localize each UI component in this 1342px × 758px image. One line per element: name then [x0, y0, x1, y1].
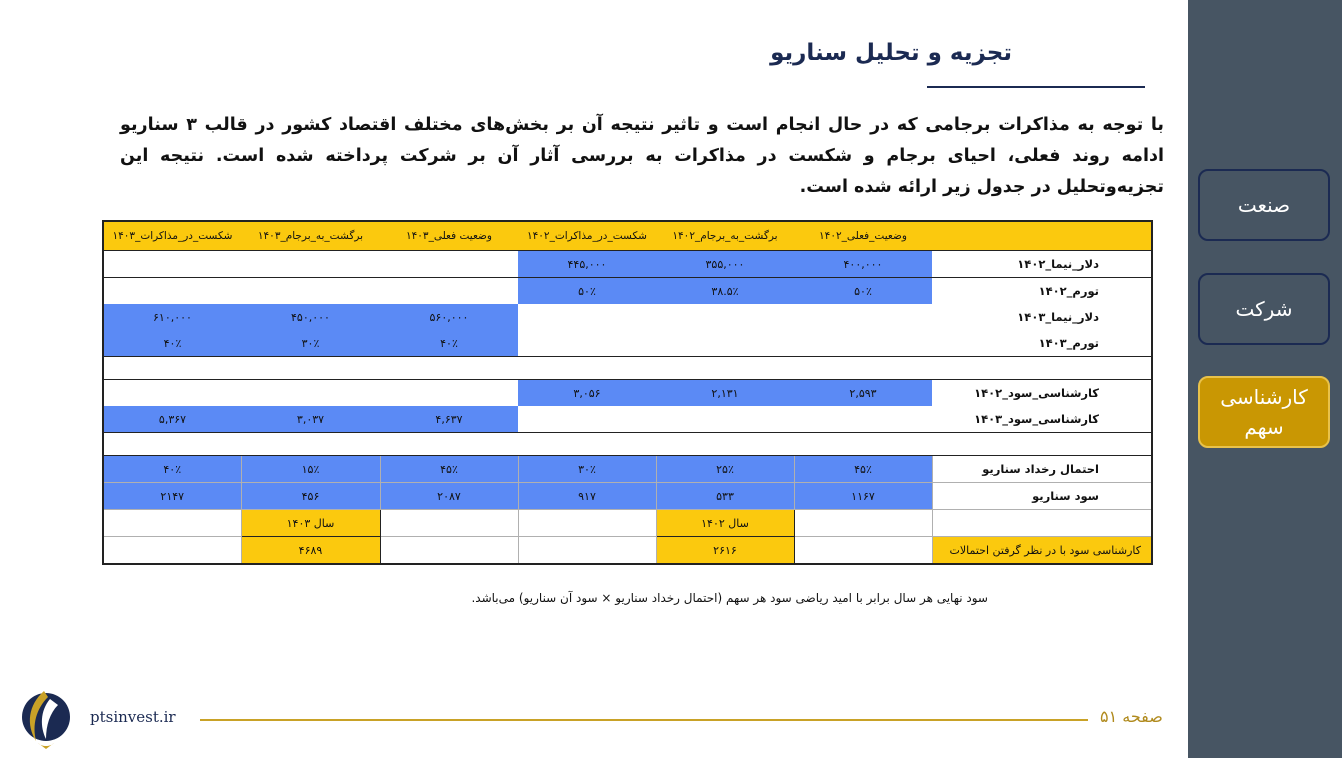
table-row: [103, 330, 1152, 357]
value-cell: ۴۰٪: [103, 330, 241, 357]
value-cell: ۴۴۵,۰۰۰: [518, 251, 656, 278]
value-cell: ۵۳۳: [656, 483, 794, 510]
header-cell: وضعیت فعلی_۱۴۰۳: [380, 221, 518, 251]
value-cell: ۵۰٪: [794, 278, 932, 305]
value-cell: ۳,۰۵۶: [518, 380, 656, 407]
company-logo-icon: [14, 685, 76, 751]
value-cell: ۲۵٪: [656, 456, 794, 483]
header-cell: وضعیت_فعلی_۱۴۰۲: [794, 221, 932, 251]
table-row: [103, 278, 1152, 305]
table-header-row: [103, 221, 1152, 251]
intro-paragraph: با توجه به مذاکرات برجامی که در حال انجام است و تاثیر نتیجه آن بر بخش‌های مختلف اقتصاد کشور در قالب ۳ سناریو ادامه روند فعلی، احیای برجام و شکست در مذاکرات به بررسی آثار آن بر شرکت پرداخته شده است. نتیجه این تجزیه‌وتحلیل در جدول زیر ارائه شده است.: [120, 115, 1164, 197]
value-cell: ۲۱۴۷: [103, 483, 241, 510]
table-footnote: سود نهایی هر سال برابر با امید ریاضی سود هر سهم (احتمال رخداد سناریو × سود آن سناریو) می‌باشد.: [471, 591, 988, 605]
expected-1403-value: ۴۶۸۹: [241, 537, 380, 565]
value-cell: ۱۱۶۷: [794, 483, 932, 510]
value-cell: ۲۰۸۷: [380, 483, 518, 510]
value-cell: ۳۸.۵٪: [656, 278, 794, 305]
value-cell: ۵,۳۶۷: [103, 406, 241, 433]
table-row: [103, 456, 1152, 483]
year-1402-label: سال ۱۴۰۲: [656, 510, 794, 537]
expected-1402-value: ۲۶۱۶: [656, 537, 794, 565]
value-cell: ۴۰٪: [103, 456, 241, 483]
header-cell: شکست_در_مذاکرات_۱۴۰۲: [518, 221, 656, 251]
header-cell: برگشت_به_برجام_۱۴۰۲: [656, 221, 794, 251]
header-cell: برگشت_به_برجام_۱۴۰۳: [241, 221, 380, 251]
value-cell: ۳۰٪: [518, 456, 656, 483]
spacer-row: [103, 357, 1152, 380]
value-cell: ۵۰٪: [518, 278, 656, 305]
sidebar-item-industry[interactable]: صنعت: [1198, 169, 1330, 241]
page-title: تجزیه و تحلیل سناریو: [770, 40, 1012, 66]
footer-line: [200, 719, 1088, 721]
title-underline: [927, 86, 1145, 88]
table-row: [103, 406, 1152, 433]
year-1403-label: سال ۱۴۰۳: [241, 510, 380, 537]
website-link[interactable]: ptsinvest.ir: [90, 708, 176, 726]
value-cell: ۴۵۶: [241, 483, 380, 510]
value-cell: ۶۱۰,۰۰۰: [103, 304, 241, 330]
row-label: دلار_نیما_۱۴۰۳: [1017, 310, 1099, 324]
value-cell: ۳۰٪: [241, 330, 380, 357]
page-number: صفحه ۵۱: [1100, 707, 1163, 726]
row-label: احتمال رخداد سناریو: [932, 456, 1152, 483]
spacer-row: [103, 433, 1152, 456]
table-row: [103, 251, 1152, 278]
scenario-table: [102, 220, 1153, 565]
value-cell: ۳۵۵,۰۰۰: [656, 251, 794, 278]
header-cell: شکست_در_مذاکرات_۱۴۰۳: [103, 221, 241, 251]
row-label: تورم_۱۴۰۲: [1038, 284, 1099, 298]
table-row: [103, 304, 1152, 330]
header-corner: [932, 221, 1152, 251]
sidebar-item-stock-valuation[interactable]: کارشناسی سهم: [1198, 376, 1330, 448]
row-label: کارشناسی_سود_۱۴۰۲: [974, 386, 1099, 400]
table-row: [103, 380, 1152, 407]
value-cell: ۴۵٪: [794, 456, 932, 483]
value-cell: ۴۵۰,۰۰۰: [241, 304, 380, 330]
value-cell: ۲,۵۹۳: [794, 380, 932, 407]
sidebar-item-company[interactable]: شرکت: [1198, 273, 1330, 345]
value-cell: ۳,۰۳۷: [241, 406, 380, 433]
value-cell: ۲,۱۳۱: [656, 380, 794, 407]
row-label: تورم_۱۴۰۳: [1038, 336, 1099, 350]
value-cell: ۱۵٪: [241, 456, 380, 483]
value-cell: ۴۰۰,۰۰۰: [794, 251, 932, 278]
value-cell: ۴۰٪: [380, 330, 518, 357]
row-label: سود سناریو: [932, 483, 1152, 510]
row-label: کارشناسی_سود_۱۴۰۳: [974, 412, 1099, 426]
value-cell: ۴۵٪: [380, 456, 518, 483]
row-label: دلار_نیما_۱۴۰۲: [932, 251, 1152, 278]
table-row: [103, 537, 1152, 565]
value-cell: ۴,۶۳۷: [380, 406, 518, 433]
value-cell: ۹۱۷: [518, 483, 656, 510]
expected-label: کارشناسی سود با در نظر گرفتن احتمالات: [932, 537, 1152, 565]
table-row: [103, 510, 1152, 537]
table-row: [103, 483, 1152, 510]
value-cell: ۵۶۰,۰۰۰: [380, 304, 518, 330]
